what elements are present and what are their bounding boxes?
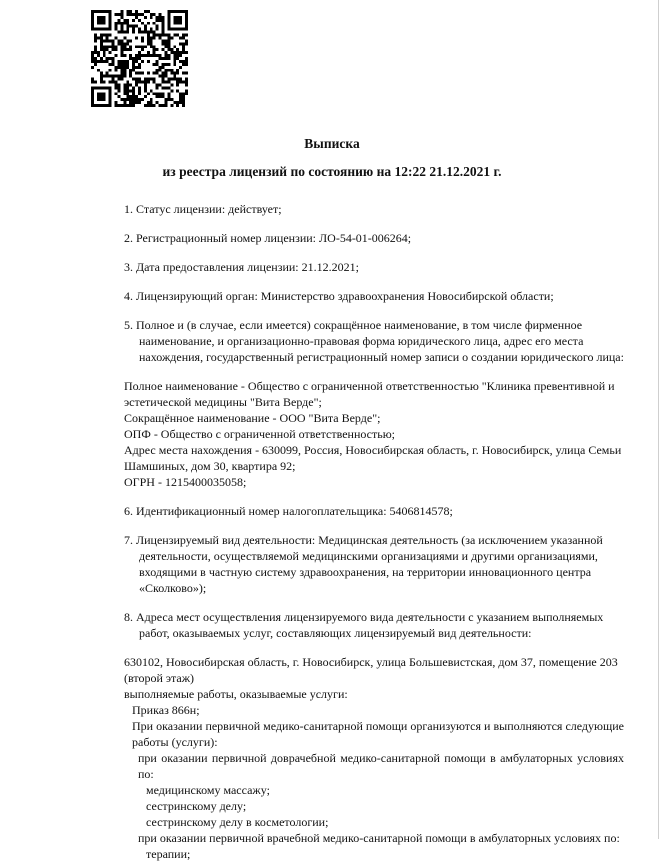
org-full-name: Полное наименование - Общество с ограниченной ответственностью "Клиника превентивной и эстетической медицины "Вита Верде"; (124, 379, 615, 409)
item-legal-entity-heading: 5. Полное и (в случае, если имеется) сокращённое наименование, в том числе фирменное наименование, и организационно-правовая форма юридического лица, адрес его места нахождения, государственный регистрационный номер записи о создании юридического лица: (124, 318, 624, 364)
place-works-label: выполняемые работы, оказываемые услуги: (124, 687, 348, 701)
service-massage: медицинскому массажу; (146, 783, 270, 797)
org-short-name: Сокращённое наименование - ООО "Вита Верде"; (124, 411, 381, 425)
document-body (124, 201, 624, 862)
doctor-care-heading: при оказании первичной врачебной медико-санитарной помощи в амбулаторных условиях по: (138, 831, 620, 845)
service-nursing: сестринскому делу; (146, 799, 247, 813)
item-activity-addresses: 8. Адреса мест осуществления лицензируемого вида деятельности с указанием выполняемых работ, оказываемых услуг, составляющих лицензируемый вид деятельности: (124, 610, 604, 640)
primary-care-heading: При оказании первичной медико-санитарной помощи организуются и выполняются следующие работы (услуги): (132, 719, 624, 749)
item-license-status: 1. Статус лицензии: действует; (124, 202, 282, 216)
item-inn: 6. Идентификационный номер налогоплательщика: 5406814578; (124, 504, 453, 518)
org-address: Адрес места нахождения - 630099, Россия, Новосибирская область, г. Новосибирск, улица Семьи Шамшиных, дом 30, квартира 92; (124, 443, 622, 473)
document-subtitle: из реестра лицензий по состоянию на 12:22 21.12.2021 г. (162, 164, 502, 179)
item-registration-number: 2. Регистрационный номер лицензии: ЛО-54-01-006264; (124, 231, 412, 245)
place-address: 630102, Новосибирская область, г. Новосибирск, улица Большевистская, дом 37, помещение 203 (второй этаж) (124, 655, 618, 685)
org-ogrn: ОГРН - 1215400035058; (124, 475, 247, 489)
item-licensing-authority: 4. Лицензирующий орган: Министерство здравоохранения Новосибирской области; (124, 289, 554, 303)
prehospital-care-heading: при оказании первичной доврачебной медико-санитарной помощи в амбулаторных условиях по: (138, 751, 624, 781)
service-nursing-cosmetology: сестринскому делу в косметологии; (146, 815, 329, 829)
document-title: Выписка (304, 136, 360, 151)
service-therapy: терапии; (146, 847, 191, 861)
item-issue-date: 3. Дата предоставления лицензии: 21.12.2021; (124, 260, 359, 274)
org-legal-form: ОПФ - Общество с ограниченной ответственностью; (124, 427, 396, 441)
item-activity-type: 7. Лицензируемый вид деятельности: Медицинская деятельность (за исключением указанной деятельности, осуществляемой медицинскими организациями и другими организациями, входящими в частную систему здравоохранения, на территории инновационного центра «Сколково»); (124, 533, 603, 595)
qr-code (91, 10, 188, 107)
order-reference: Приказ 866н; (132, 703, 200, 717)
